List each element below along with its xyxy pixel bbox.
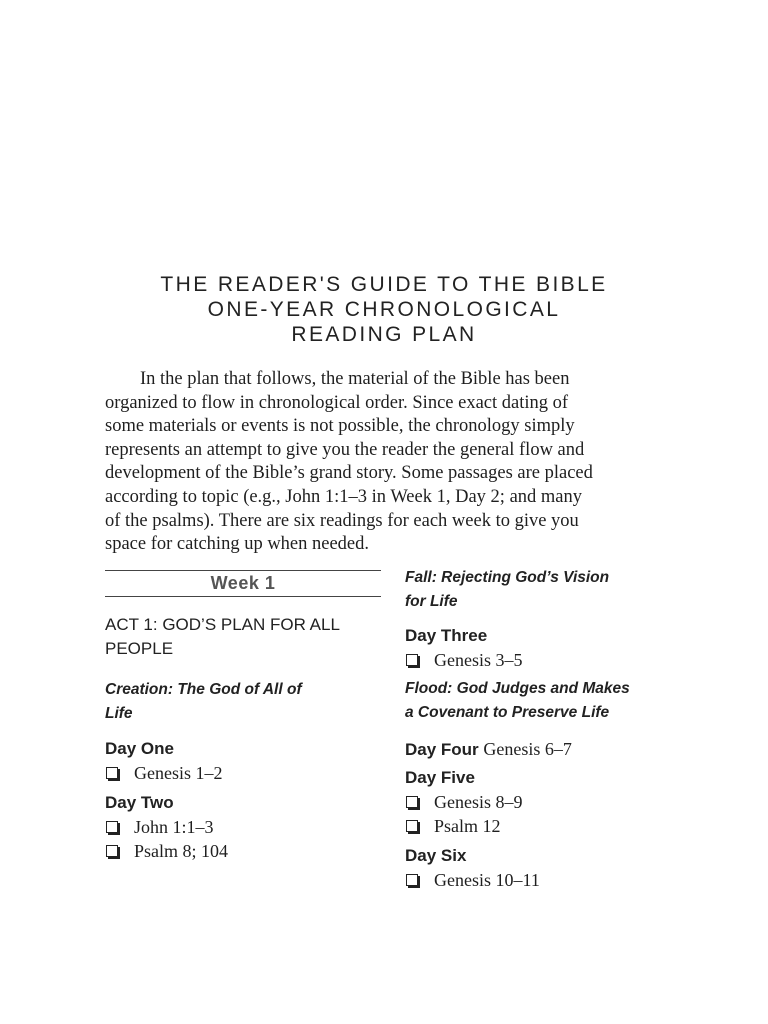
- checkbox-icon[interactable]: [106, 767, 118, 779]
- reading-item[interactable]: [405, 814, 695, 838]
- section-creation: [105, 678, 381, 726]
- day-one-label: Day One: [105, 739, 174, 758]
- section-line-2: for Life: [405, 593, 458, 610]
- section-line-1: Fall: Rejecting God’s Vision: [405, 569, 610, 586]
- right-column: [405, 566, 695, 892]
- intro-line: some materials or events is not possible, the chronology simply: [105, 416, 575, 437]
- reading-item[interactable]: [405, 868, 695, 892]
- section-line-2: a Covenant to Preserve Life: [405, 704, 610, 721]
- reading-text: Psalm 12: [434, 816, 501, 836]
- reading-text: Genesis 3–5: [434, 650, 523, 670]
- section-flood: [405, 677, 695, 725]
- intro-line: development of the Bible’s grand story. Some passages are placed: [105, 463, 593, 484]
- reading-text: Genesis 6–7: [483, 739, 572, 759]
- section-fall: [405, 566, 695, 614]
- reading-text: John 1:1–3: [134, 817, 214, 837]
- intro-line: organized to flow in chronological order. Since exact dating of: [105, 392, 569, 413]
- day-four-label: Day Four: [405, 740, 479, 759]
- checkbox-icon[interactable]: [106, 845, 118, 857]
- reading-item[interactable]: [105, 839, 381, 863]
- section-line-1: Creation: The God of All of: [105, 681, 302, 698]
- intro-line: represents an attempt to give you the reader the general flow and: [105, 439, 585, 460]
- intro-line: In the plan that follows, the material of the Bible has been: [140, 369, 570, 389]
- title-line-2: ONE-YEAR CHRONOLOGICAL: [207, 298, 561, 321]
- section-line-2: Life: [105, 705, 133, 722]
- day-three-label: Day Three: [405, 626, 488, 645]
- reading-item[interactable]: [105, 815, 381, 839]
- intro-line: according to topic (e.g., John 1:1–3 in Week 1, Day 2; and many: [105, 486, 583, 507]
- reading-text: Genesis 10–11: [434, 870, 540, 890]
- week-heading: Week 1: [105, 570, 381, 597]
- act-line-2: PEOPLE: [105, 639, 174, 658]
- section-line-1: Flood: God Judges and Makes: [405, 680, 630, 697]
- reading-text: Genesis 1–2: [134, 763, 223, 783]
- left-column: [105, 570, 381, 863]
- day-two-label: Day Two: [105, 793, 174, 812]
- checkbox-icon[interactable]: [406, 874, 418, 886]
- reading-text: Genesis 8–9: [434, 792, 523, 812]
- day-five-label: Day Five: [405, 768, 475, 787]
- intro-paragraph: [105, 368, 683, 557]
- reading-text: Psalm 8; 104: [134, 841, 229, 861]
- checkbox-icon[interactable]: [406, 796, 418, 808]
- reading-item[interactable]: [405, 790, 695, 814]
- page-title: [0, 272, 768, 347]
- act-heading: [105, 613, 381, 661]
- checkbox-icon[interactable]: [106, 821, 118, 833]
- checkbox-icon[interactable]: [406, 820, 418, 832]
- day-six-label: Day Six: [405, 846, 467, 865]
- day-four-row: [405, 737, 695, 762]
- checkbox-icon[interactable]: [406, 654, 418, 666]
- intro-line: space for catching up when needed.: [105, 534, 370, 555]
- reading-item[interactable]: [405, 648, 695, 672]
- reading-item[interactable]: [105, 761, 381, 785]
- title-line-1: THE READER'S GUIDE TO THE BIBLE: [160, 273, 608, 296]
- intro-line: of the psalms). There are six readings for each week to give you: [105, 510, 579, 531]
- title-line-3: READING PLAN: [291, 323, 477, 346]
- act-line-1: ACT 1: GOD’S PLAN FOR ALL: [105, 615, 340, 634]
